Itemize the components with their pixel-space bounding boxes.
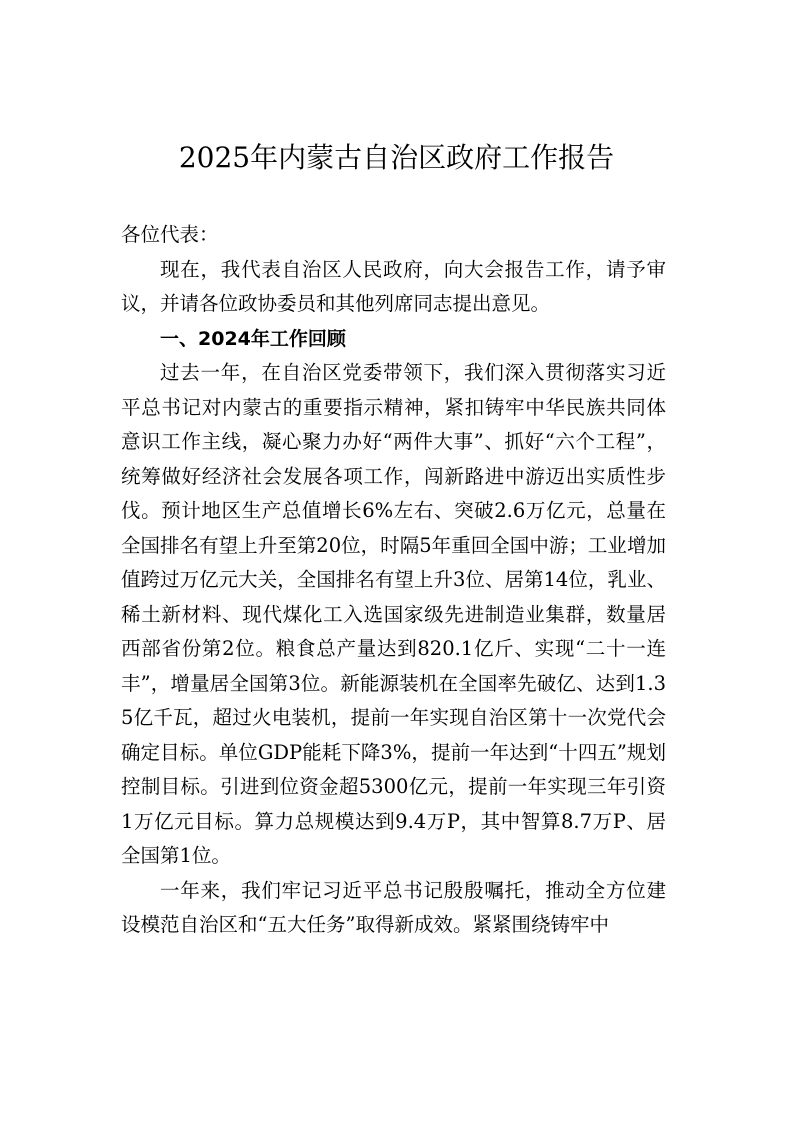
document-body — [121, 218, 666, 943]
continuation-paragraph: 一年来，我们牢记习近平总书记殷殷嘱托，推动全方位建设模范自治区和“五大任务”取得新成效。紧紧围绕铸牢中 — [121, 878, 666, 936]
document-title: 2025年内蒙古自治区政府工作报告 — [178, 141, 615, 174]
salutation: 各位代表： — [121, 223, 219, 246]
intro-paragraph: 现在，我代表自治区人民政府，向大会报告工作，请予审议，并请各位政协委员和其他列席同志提出意见。 — [121, 257, 666, 315]
review-paragraph: 过去一年，在自治区党委带领下，我们深入贯彻落实习近平总书记对内蒙古的重要指示精神，紧扣铸牢中华民族共同体意识工作主线，凝心聚力办好“两件大事”、抓好“六个工程”，统筹做好经济社会发展各项工作，闯新路进中游迈出实质性步伐。预计地区生产总值增长6%左右、突破2.6万亿元，总量在全国排名有望上升至第20位，时隔5年重回全国中游；工业增加值跨过万亿元大关，全国排名有望上升3位、居第14位，乳业、稀土新材料、现代煤化工入选国家级先进制造业集群，数量居西部省份第2位。粮食总产量达到820.1亿斤、实现“二十一连丰”，增量居全国第3位。新能源装机在全国率先破亿、达到1.35亿千瓦，超过火电装机，提前一年实现自治区第十一次党代会确定目标。单位GDP能耗下降3%，提前一年达到“十四五”规划控制目标。引进到位资金超5300亿元，提前一年实现三年引资1万亿元目标。算力总规模达到9.4万P，其中智算8.7万P、居全国第1位。 — [121, 361, 666, 867]
section-heading: 一、2024年工作回顾 — [160, 327, 346, 350]
